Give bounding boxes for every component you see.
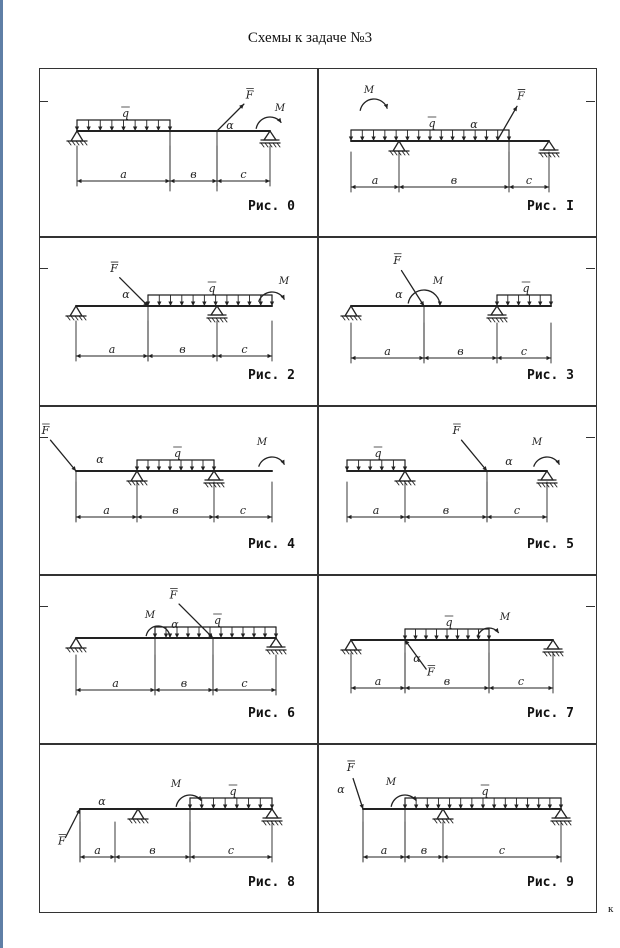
dim-arrow — [347, 515, 352, 519]
figure-caption-2: Рис. 2 — [248, 368, 295, 383]
dim-arrow — [400, 855, 405, 859]
roller-support — [543, 141, 555, 150]
dim-arrow — [267, 855, 272, 859]
alpha-label: α — [505, 455, 513, 468]
dim-arrow — [438, 855, 443, 859]
q-label: q — [229, 785, 237, 798]
dim-arrow — [492, 356, 497, 360]
margin-tick — [39, 268, 48, 269]
figure-caption-4: Рис. 4 — [248, 537, 295, 552]
roller-support — [208, 471, 220, 480]
moment-arc — [534, 457, 560, 467]
q-label: q — [374, 447, 382, 460]
figure-caption-6: Рис. 6 — [248, 706, 295, 721]
dimension-label: в — [442, 504, 450, 517]
figure-0 — [39, 68, 318, 237]
dim-arrow — [509, 185, 514, 189]
figure-9 — [318, 744, 597, 913]
pin-support — [399, 471, 411, 481]
dimension-label: c — [227, 844, 235, 857]
dim-arrow — [213, 688, 218, 692]
dimension-label: в — [172, 504, 179, 517]
figure-7 — [318, 575, 597, 744]
figure-8 — [39, 744, 318, 913]
dim-arrow — [405, 515, 410, 519]
roller-support — [541, 471, 553, 480]
dim-arrow — [137, 515, 142, 519]
dim-arrow — [484, 686, 489, 690]
q-label: q — [481, 785, 489, 798]
figure-caption-5: Рис. 5 — [527, 537, 574, 552]
dim-arrow — [217, 354, 222, 358]
dim-arrow — [405, 686, 410, 690]
dim-arrow — [115, 855, 120, 859]
q-label: q — [445, 616, 453, 629]
dimension-label: a — [374, 675, 382, 688]
dim-arrow — [165, 179, 170, 183]
schemes-grid — [39, 68, 597, 913]
dim-arrow — [76, 688, 81, 692]
dim-arrow — [185, 855, 190, 859]
dim-arrow — [405, 855, 410, 859]
force-label: F — [393, 253, 402, 267]
alpha-label: α — [337, 783, 345, 796]
dim-arrow — [400, 515, 405, 519]
moment-label: M — [531, 437, 543, 448]
q-label: q — [173, 447, 182, 460]
dimension-label: c — [520, 345, 528, 358]
dim-arrow — [497, 356, 502, 360]
dim-arrow — [419, 356, 424, 360]
force-arrow — [65, 809, 80, 838]
roller-support — [491, 306, 503, 315]
dim-arrow — [394, 185, 399, 189]
dimension-label: c — [498, 844, 506, 857]
pin-support — [345, 306, 357, 316]
force-arrow — [353, 779, 363, 809]
dim-arrow — [217, 179, 222, 183]
alpha-label: α — [171, 618, 179, 631]
pin-support — [131, 471, 143, 481]
pin-support — [393, 141, 405, 151]
pin-support — [71, 131, 83, 141]
moment-arc — [256, 117, 281, 129]
dimension-label: c — [513, 504, 521, 517]
dimension-label: в — [443, 675, 451, 688]
dim-arrow — [546, 356, 551, 360]
force-arrow — [179, 604, 213, 638]
roller-support — [555, 809, 567, 818]
dim-arrow — [548, 686, 553, 690]
page-title: Схемы к задаче №3 — [247, 30, 373, 46]
force-label: F — [245, 88, 254, 102]
dim-arrow — [214, 515, 219, 519]
pin-support — [437, 809, 449, 819]
force-label: F — [427, 665, 435, 679]
dimension-label: a — [372, 504, 380, 517]
margin-tick — [586, 606, 595, 607]
dim-arrow — [190, 855, 195, 859]
dim-arrow — [150, 688, 155, 692]
dimension-label: c — [239, 504, 247, 517]
dim-arrow — [424, 356, 429, 360]
figure-3 — [318, 237, 597, 406]
figure-4 — [39, 406, 318, 575]
dim-arrow — [351, 686, 356, 690]
moment-label: M — [385, 777, 397, 788]
dim-arrow — [399, 185, 404, 189]
moment-label: M — [256, 437, 268, 448]
figure-caption-9: Рис. 9 — [527, 875, 574, 890]
q-label: q — [522, 282, 530, 295]
alpha-label: α — [395, 288, 403, 301]
force-label: F — [517, 89, 525, 103]
dimension-label: a — [103, 504, 110, 517]
dim-arrow — [80, 855, 85, 859]
dim-arrow — [487, 515, 492, 519]
dimension-label: a — [108, 343, 116, 356]
dimension-label: в — [420, 844, 428, 857]
q-label: q — [213, 614, 222, 627]
pin-support — [70, 638, 82, 648]
margin-tick — [39, 606, 48, 607]
dimension-label: c — [525, 174, 533, 187]
dim-arrow — [110, 855, 115, 859]
moment-label: M — [432, 276, 444, 287]
dim-arrow — [209, 515, 214, 519]
moment-label: M — [278, 276, 290, 287]
dimension-label: в — [190, 168, 197, 181]
alpha-label: α — [413, 652, 421, 665]
moment-label: M — [144, 610, 156, 621]
force-arrow — [497, 106, 517, 141]
alpha-label: α — [96, 453, 104, 466]
force-arrow — [51, 440, 76, 471]
margin-tick — [586, 268, 595, 269]
dimension-label: c — [241, 343, 248, 356]
dim-arrow — [351, 356, 356, 360]
dim-arrow — [212, 354, 217, 358]
margin-tick — [39, 437, 48, 438]
dim-arrow — [170, 179, 175, 183]
force-head — [360, 804, 364, 809]
figure-caption-1: Рис. I — [527, 199, 574, 214]
q-label: q — [121, 107, 130, 120]
moment-label: M — [170, 779, 182, 790]
moment-arc — [259, 457, 285, 467]
dimension-label: c — [241, 677, 248, 690]
dim-arrow — [443, 855, 448, 859]
dim-arrow — [132, 515, 137, 519]
force-label: F — [58, 834, 66, 848]
dim-arrow — [265, 179, 270, 183]
dim-arrow — [351, 185, 356, 189]
pin-support — [70, 306, 82, 316]
corner-mark: к — [608, 903, 614, 915]
dimension-label: c — [240, 168, 247, 181]
force-label: F — [346, 760, 355, 774]
moment-label: M — [499, 612, 511, 623]
moment-label: M — [274, 103, 286, 114]
dimension-label: в — [149, 844, 156, 857]
dim-arrow — [400, 686, 405, 690]
dim-arrow — [556, 855, 561, 859]
moment-arc — [360, 99, 387, 111]
margin-tick — [39, 101, 48, 102]
dim-arrow — [267, 515, 272, 519]
figure-caption-3: Рис. 3 — [527, 368, 574, 383]
dim-arrow — [76, 354, 81, 358]
roller-support — [266, 809, 278, 818]
dimension-label: в — [450, 174, 458, 187]
dim-arrow — [77, 179, 82, 183]
dim-arrow — [212, 179, 217, 183]
dimension-label: c — [517, 675, 525, 688]
alpha-label: α — [470, 118, 478, 131]
dimension-label: a — [112, 677, 119, 690]
dim-arrow — [363, 855, 368, 859]
roller-support — [270, 638, 282, 647]
dimension-label: a — [120, 168, 127, 181]
dim-arrow — [76, 515, 81, 519]
figure-caption-8: Рис. 8 — [248, 875, 295, 890]
q-label: q — [428, 117, 436, 130]
force-arrow — [462, 440, 487, 471]
margin-tick — [586, 437, 595, 438]
pin-support — [132, 809, 144, 819]
alpha-label: α — [122, 288, 130, 301]
roller-support — [211, 306, 223, 315]
dim-arrow — [208, 688, 213, 692]
dim-arrow — [489, 686, 494, 690]
dim-arrow — [155, 688, 160, 692]
dim-arrow — [542, 515, 547, 519]
alpha-label: α — [226, 119, 234, 132]
dim-arrow — [544, 185, 549, 189]
dim-arrow — [267, 354, 272, 358]
q-label: q — [208, 282, 216, 295]
figure-5 — [318, 406, 597, 575]
dimension-label: в — [457, 345, 464, 358]
pin-support — [345, 640, 357, 650]
roller-support — [547, 640, 559, 649]
dim-arrow — [482, 515, 487, 519]
dimension-label: a — [371, 174, 379, 187]
dim-arrow — [143, 354, 148, 358]
page-edge-bar — [0, 0, 3, 948]
figure-6 — [39, 575, 318, 744]
dim-arrow — [504, 185, 509, 189]
moment-label: M — [363, 85, 375, 96]
figure-1 — [318, 68, 597, 237]
figure-caption-0: Рис. 0 — [248, 199, 295, 214]
figure-caption-7: Рис. 7 — [527, 706, 574, 721]
margin-tick — [586, 101, 595, 102]
dim-arrow — [148, 354, 153, 358]
dimension-label: a — [94, 844, 101, 857]
dimension-label: в — [180, 677, 188, 690]
alpha-label: α — [98, 795, 106, 808]
dimension-label: a — [380, 844, 388, 857]
force-label: F — [169, 588, 178, 602]
force-label: F — [110, 262, 118, 276]
force-label: F — [452, 424, 461, 438]
roller-support — [264, 131, 276, 140]
dimension-label: a — [384, 345, 391, 358]
dim-arrow — [271, 688, 276, 692]
figure-2 — [39, 237, 318, 406]
force-label: F — [41, 424, 50, 438]
dimension-label: в — [179, 343, 186, 356]
moment-arc — [408, 290, 440, 306]
force-arrow — [401, 271, 424, 306]
